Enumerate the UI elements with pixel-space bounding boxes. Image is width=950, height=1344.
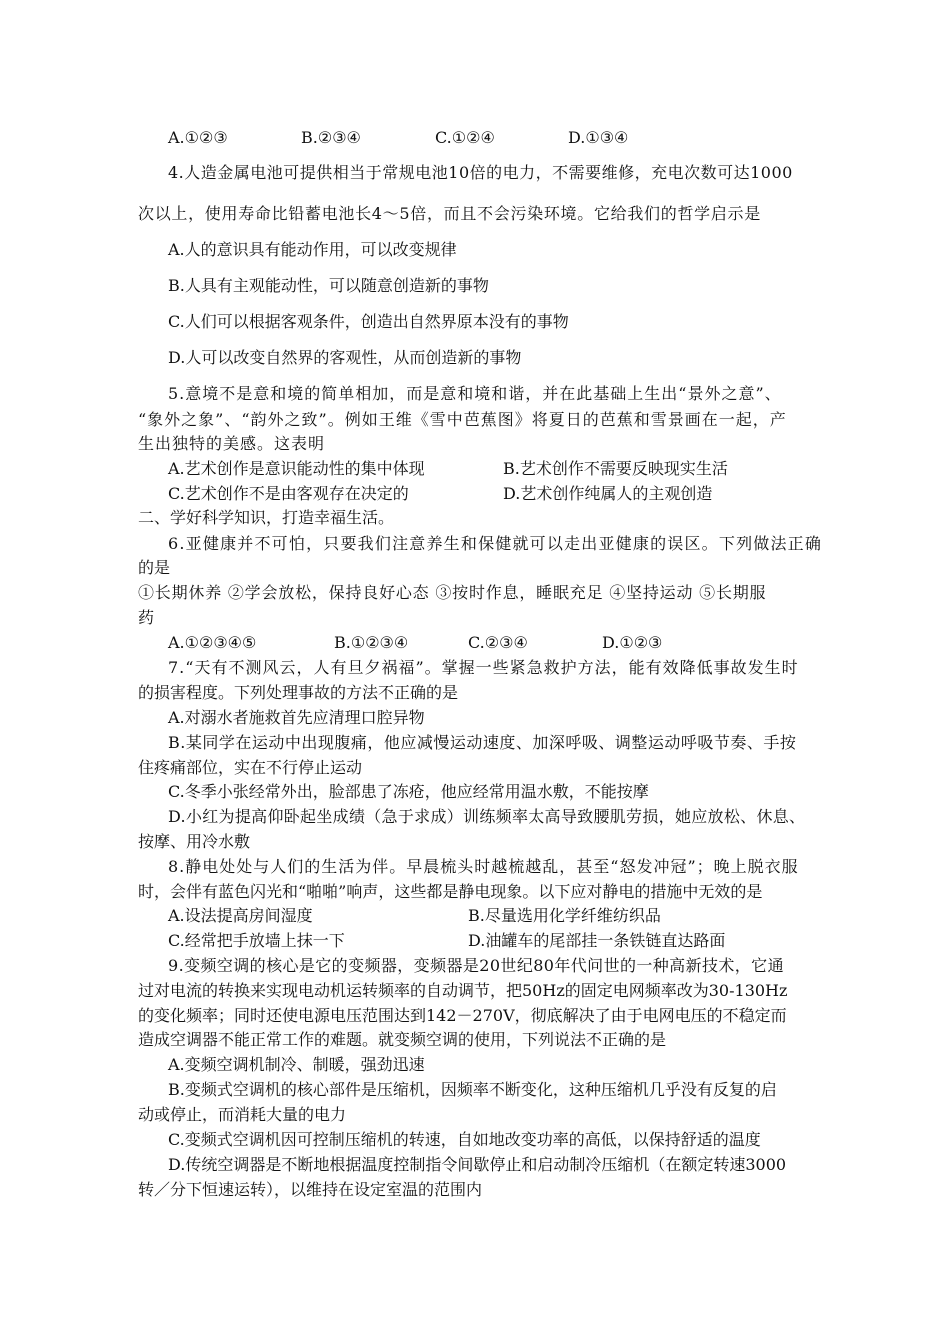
q3-option-b: B.②③④	[301, 128, 361, 147]
q8-option-b: B.尽量选用化学纤维纺织品	[468, 906, 661, 925]
q4-option-a: A.人的意识具有能动作用，可以改变规律	[168, 240, 457, 259]
q7-option-d-line2: 按摩、用冷水敷	[138, 832, 251, 851]
q6-stem-line1: 6.亚健康并不可怕，只要我们注意养生和保健就可以走出亚健康的误区。下列做法正确	[168, 534, 823, 553]
q6-option-c: C.②③④	[468, 633, 528, 652]
q7-stem-line2: 的损害程度。下列处理事故的方法不正确的是	[138, 683, 459, 702]
q9-option-c: C.变频式空调机因可控制压缩机的转速，自如地改变功率的高低，以保持舒适的温度	[168, 1130, 761, 1149]
q5-option-d: D.艺术创作纯属人的主观创造	[503, 484, 713, 503]
q7-option-c: C.冬季小张经常外出，脸部患了冻疮，他应经常用温水敷，不能按摩	[168, 782, 649, 801]
q9-stem-line4: 造成空调器不能正常工作的难题。就变频空调的使用，下列说法不正确的是	[138, 1030, 667, 1049]
q7-option-b-line2: 住疼痛部位，实在不行停止运动	[138, 758, 363, 777]
q4-stem-line2: 次以上，使用寿命比铅蓄电池长4～5倍，而且不会污染环境。它给我们的哲学启示是	[138, 204, 761, 223]
q8-option-c: C.经常把手放墙上抹一下	[168, 931, 345, 950]
q5-options-row2	[138, 484, 838, 504]
q9-option-d-line1: D.传统空调器是不断地根据温度控制指令间歇停止和启动制冷压缩机（在额定转速3000	[168, 1155, 787, 1174]
q5-option-a: A.艺术创作是意识能动性的集中体现	[168, 459, 425, 478]
q3-option-c: C.①②④	[435, 128, 495, 147]
q9-stem-line2: 过对电流的转换来实现电动机运转频率的自动调节，把50Hz的固定电网频率改为30-130Hz	[138, 981, 788, 1000]
q9-option-b-line1: B.变频式空调机的核心部件是压缩机，因频率不断变化，这种压缩机几乎没有反复的启	[168, 1080, 777, 1099]
q8-options-row2	[138, 931, 838, 951]
q6-options	[138, 633, 838, 653]
q6-items-line1: ①长期休养 ②学会放松，保持良好心态 ③按时作息，睡眠充足 ④坚持运动 ⑤长期服	[138, 583, 767, 602]
q8-options-row1	[138, 906, 838, 926]
q5-stem-line1: 5.意境不是意和境的简单相加，而是意和境和谐，并在此基础上生出“景外之意”、	[168, 384, 782, 403]
q8-option-a: A.设法提高房间湿度	[168, 906, 313, 925]
q8-stem-line2: 时，会伴有蓝色闪光和“啪啪”响声，这些都是静电现象。以下应对静电的措施中无效的是	[138, 882, 763, 901]
q4-option-b: B.人具有主观能动性，可以随意创造新的事物	[168, 276, 489, 295]
q7-option-a: A.对溺水者施救首先应清理口腔异物	[168, 708, 425, 727]
q6-option-b: B.①②③④	[334, 633, 409, 652]
q4-option-d: D.人可以改变自然界的客观性，从而创造新的事物	[168, 348, 522, 367]
q8-stem-line1: 8.静电处处与人们的生活为伴。早晨梳头时越梳越乱，甚至“怒发冲冠”；晚上脱衣服	[168, 857, 799, 876]
q5-option-b: B.艺术创作不需要反映现实生活	[503, 459, 728, 478]
q9-option-b-line2: 动或停止，而消耗大量的电力	[138, 1105, 347, 1124]
q6-option-a: A.①②③④⑤	[168, 633, 257, 652]
q3-options	[138, 128, 838, 148]
q6-items-line2: 药	[138, 608, 155, 627]
section-2-title: 二、学好科学知识，打造幸福生活。	[138, 508, 395, 527]
q7-option-d-line1: D.小红为提高仰卧起坐成绩（急于求成）训练频率太高导致腰肌劳损，她应放松、休息、	[168, 807, 806, 826]
q9-stem-line1: 9.变频空调的核心是它的变频器，变频器是20世纪80年代问世的一种高新技术，它通	[168, 956, 784, 975]
q9-stem-line3: 的变化频率；同时还使电源电压范围达到142－270V，彻底解决了由于电网电压的不稳定而	[138, 1006, 787, 1025]
q3-option-d: D.①③④	[568, 128, 629, 147]
q4-option-c: C.人们可以根据客观条件，创造出自然界原本没有的事物	[168, 312, 569, 331]
q7-stem-line1: 7.“天有不测风云，人有旦夕祸福”。掌握一些紧急救护方法，能有效降低事故发生时	[168, 658, 799, 677]
q3-option-a: A.①②③	[168, 128, 228, 147]
q9-option-a: A.变频空调机制冷、制暖，强劲迅速	[168, 1055, 425, 1074]
q5-options-row1	[138, 459, 838, 479]
q4-stem-line1: 4.人造金属电池可提供相当于常规电池10倍的电力，不需要维修，充电次数可达1000	[168, 163, 793, 182]
q8-option-d: D.油罐车的尾部挂一条铁链直达路面	[468, 931, 726, 950]
q5-stem-line2: “象外之象”、“韵外之致”。例如王维《雪中芭蕉图》将夏日的芭蕉和雪景画在一起，产	[138, 410, 787, 429]
q5-option-c: C.艺术创作不是由客观存在决定的	[168, 484, 409, 503]
q7-option-b-line1: B.某同学在运动中出现腹痛，他应减慢运动速度、加深呼吸、调整运动呼吸节奏、手按	[168, 733, 797, 752]
q5-stem-line3: 生出独特的美感。这表明	[138, 434, 326, 453]
q6-option-d: D.①②③	[602, 633, 663, 652]
q6-stem-line2: 的是	[138, 558, 171, 577]
q9-option-d-line2: 转／分下恒速运转），以维持在设定室温的范围内	[138, 1180, 483, 1199]
